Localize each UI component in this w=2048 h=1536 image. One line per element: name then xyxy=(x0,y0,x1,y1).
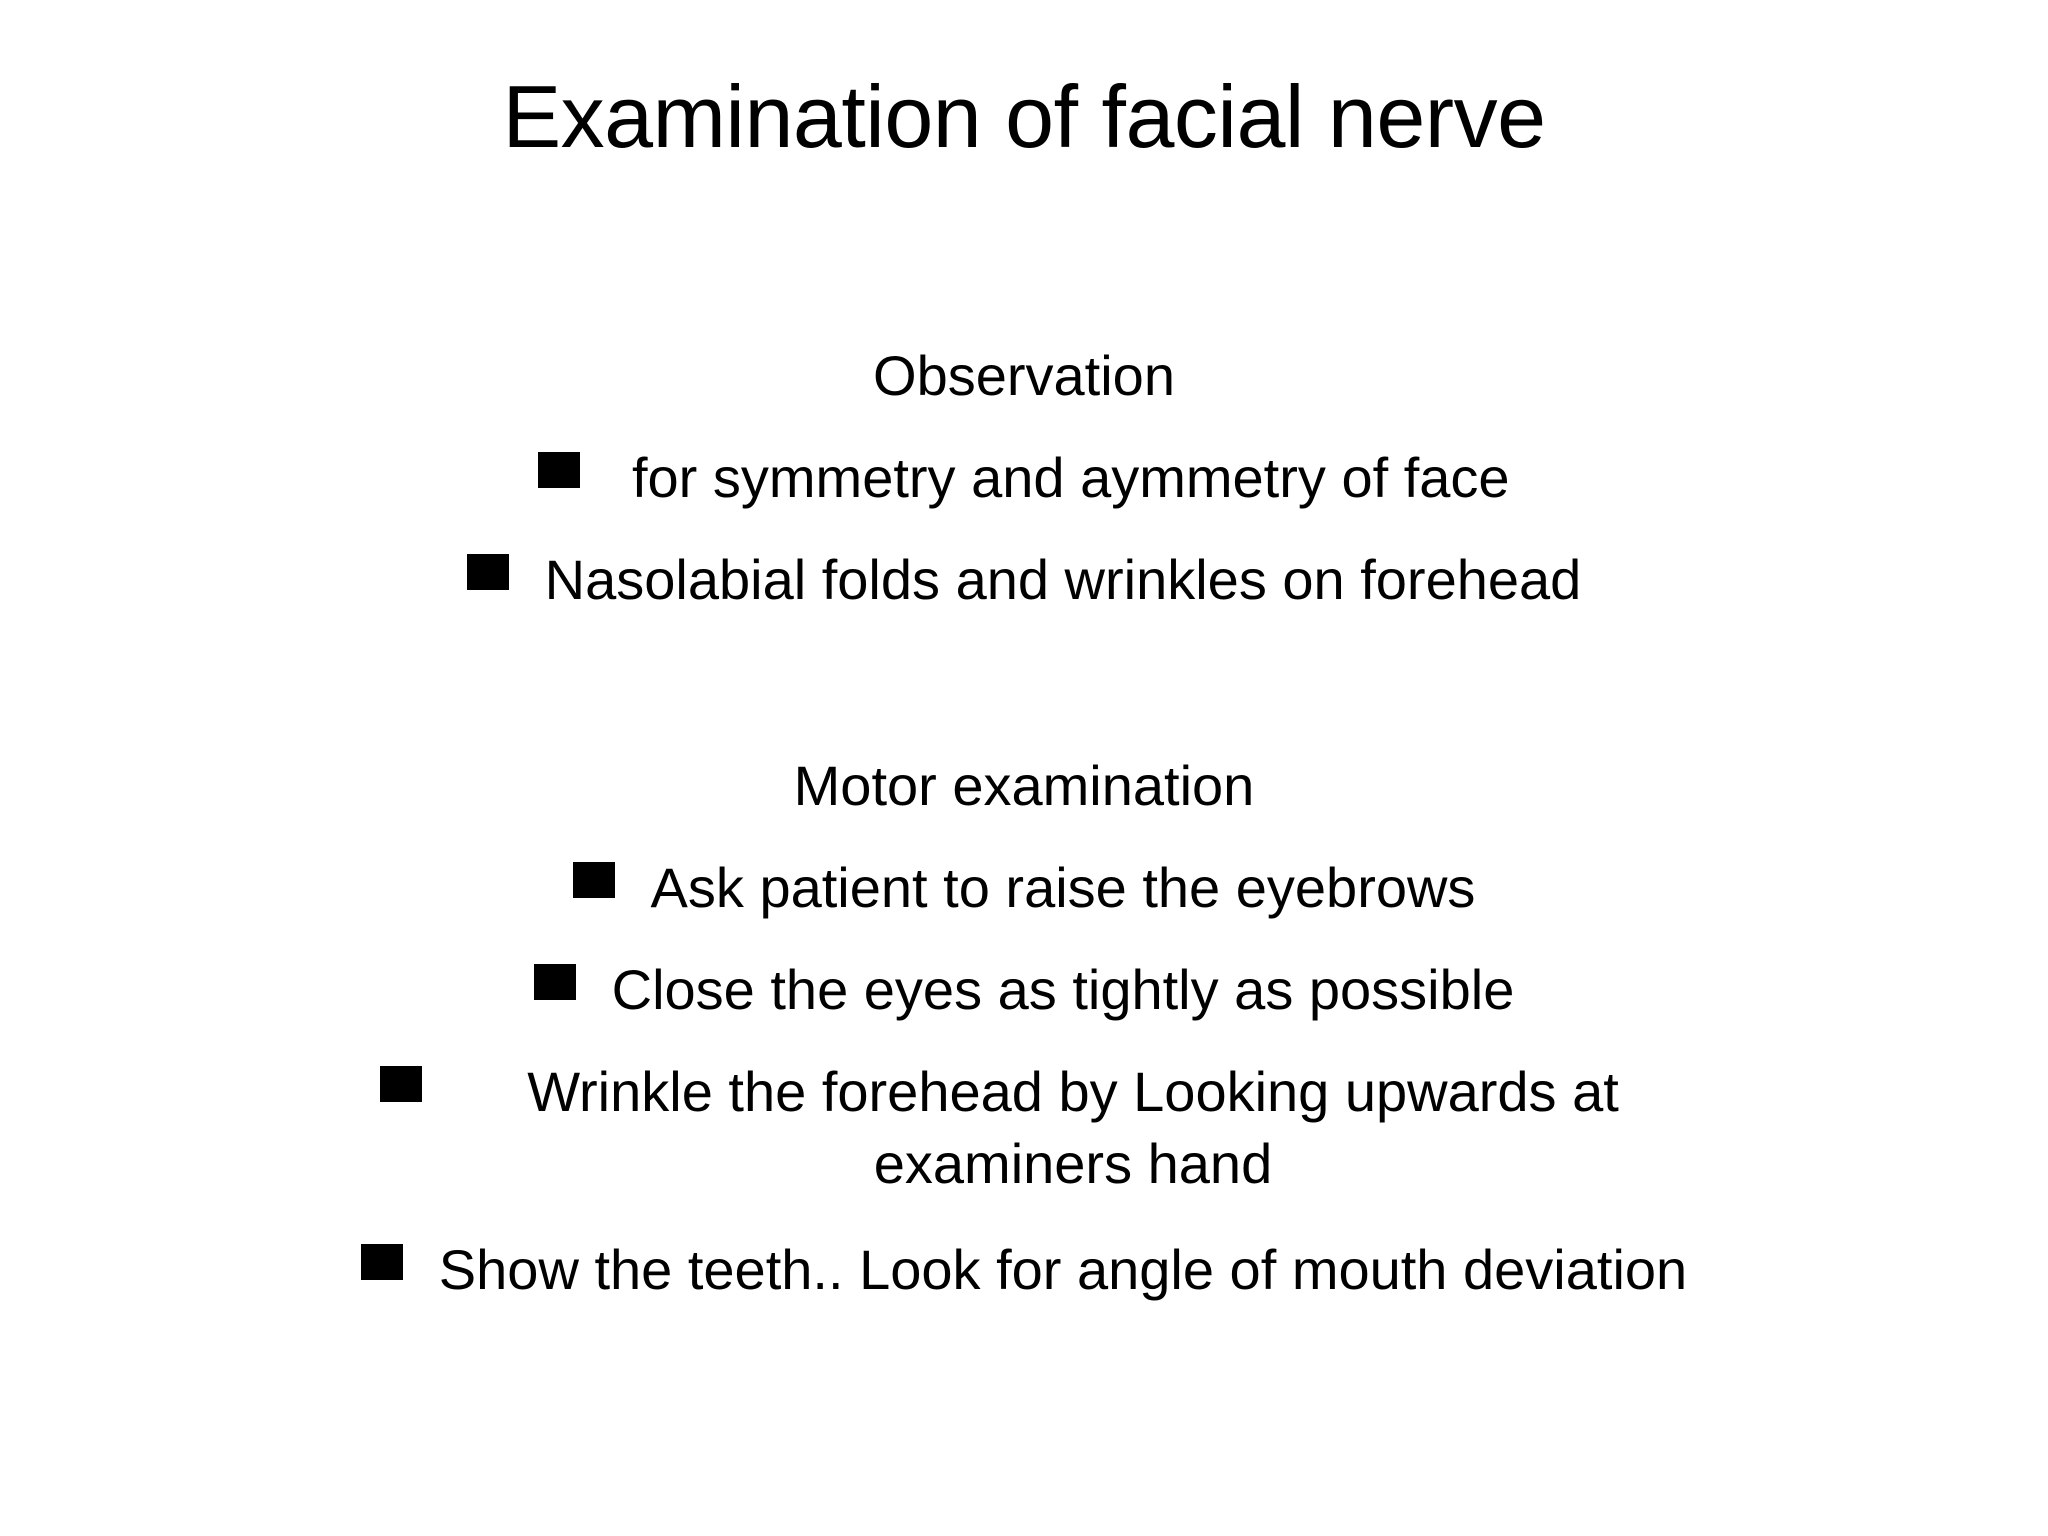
bullet-text: Nasolabial folds and wrinkles on forehead xyxy=(544,548,1582,611)
slide-title: Examination of facial nerve xyxy=(502,67,1546,166)
bullet-text: Wrinkle the forehead by Looking upwards at examiners hand xyxy=(527,1060,1619,1195)
square-bullet-icon xyxy=(361,1244,403,1280)
list-item xyxy=(0,954,2048,1026)
bullet-text: for symmetry and aymmetry of face xyxy=(616,446,1510,509)
list-item xyxy=(0,852,2048,924)
square-bullet-icon xyxy=(538,452,580,488)
square-bullet-icon xyxy=(380,1066,422,1102)
bullet-text: Ask patient to raise the eyebrows xyxy=(650,856,1476,919)
bullet-text: Close the eyes as tightly as possible xyxy=(611,958,1515,1021)
square-bullet-icon xyxy=(534,964,576,1000)
list-item xyxy=(0,442,2048,514)
bullet-text: Show the teeth.. Look for angle of mouth deviation xyxy=(438,1238,1688,1301)
list-item xyxy=(374,1056,1714,1200)
square-bullet-icon xyxy=(467,554,509,590)
section-heading-observation: Observation xyxy=(873,344,1175,407)
square-bullet-icon xyxy=(573,862,615,898)
list-item xyxy=(0,1234,2048,1306)
section-heading-motor-examination: Motor examination xyxy=(793,754,1255,817)
list-item xyxy=(0,544,2048,616)
